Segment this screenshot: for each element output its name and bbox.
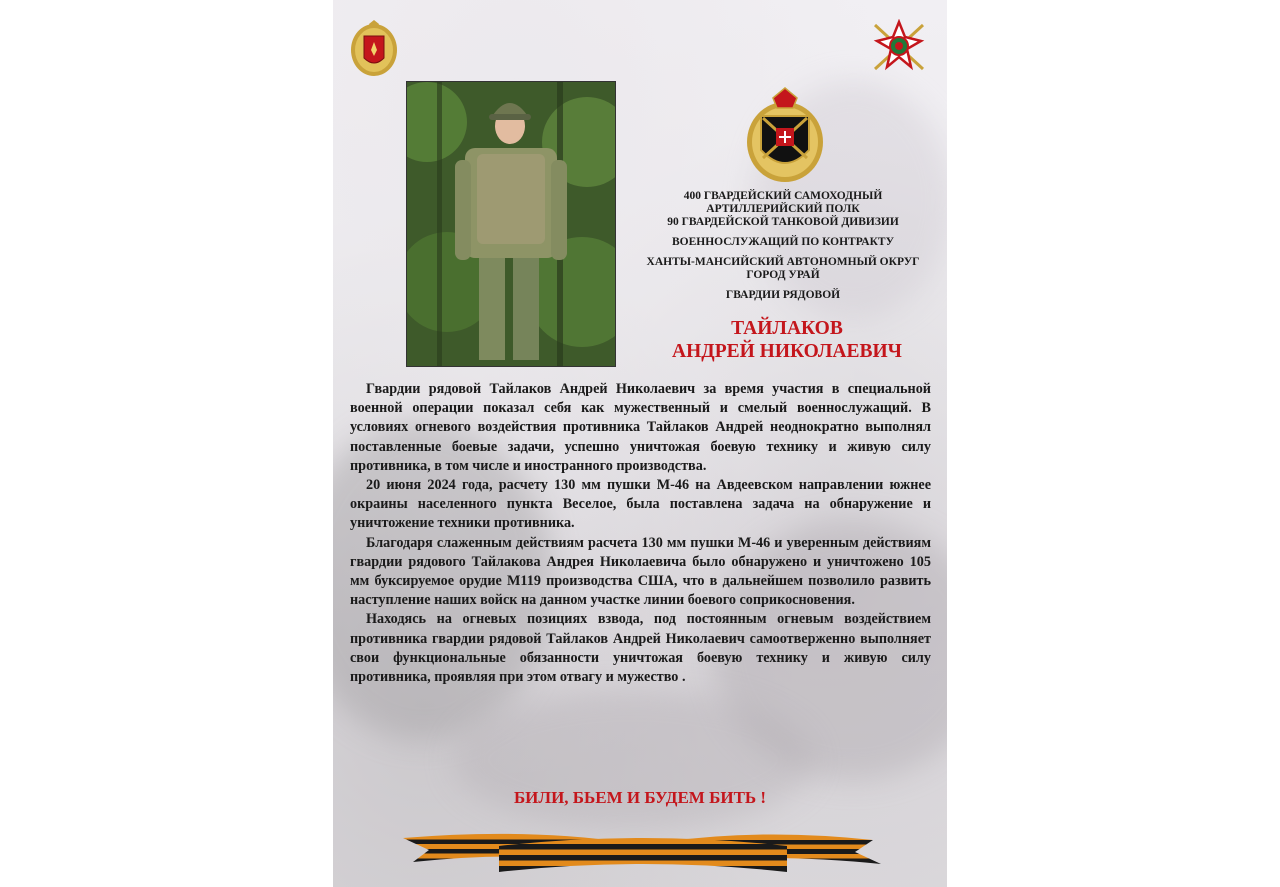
unit-line-1: 400 ГВАРДЕЙСКИЙ САМОХОДНЫЙ xyxy=(683,190,883,202)
unit-info xyxy=(623,190,943,302)
paragraph: Находясь на огневых позициях взвода, под постоянным огневым воздействием противника гвардии рядовой Тайлаков Андрей Николаевич самоотверженно выполняет свои функциональные обязанности уничтожая боевую технику и живую силу противника, проявляя при этом отвагу и мужество . xyxy=(350,611,931,686)
region-line-1: ХАНТЫ-МАНСИЙСКИЙ АВТОНОМНЫЙ ОКРУГ xyxy=(646,256,920,268)
background-haze xyxy=(453,690,813,830)
surname: ТАЙЛАКОВ xyxy=(731,318,843,339)
paragraph: 20 июня 2024 года, расчету 130 мм пушки М-46 на Авдеевском направлении южнее окраины населенного пункта Веселое, была поставлена задача на обнаружение и уничтожение техники противника. xyxy=(350,477,931,532)
soldier-photo xyxy=(406,81,616,367)
soldier-name xyxy=(623,317,947,363)
soldier-figure xyxy=(407,82,615,366)
st-george-ribbon-icon xyxy=(403,824,883,880)
region-line-2: ГОРОД УРАЙ xyxy=(746,269,820,281)
service-type: ВОЕННОСЛУЖАЩИЙ ПО КОНТРАКТУ xyxy=(671,236,895,248)
paragraph: Гвардии рядовой Тайлаков Андрей Николаевич за время участия в специальной военной операции показал себя как мужественный и смелый военнослужащий. В условиях огневого воздействия противника Тайлаков Андрей неоднократно выполнял поставленные боевые задачи, успешно уничтожая боевую технику и живую силу противника, в том числе и иностранного производства. xyxy=(350,381,931,474)
given-name: АНДРЕЙ НИКОЛАЕВИЧ xyxy=(672,341,902,362)
rocket-artillery-emblem-icon xyxy=(871,19,927,75)
unit-line-3: 90 ГВАРДЕЙСКОЙ ТАНКОВОЙ ДИВИЗИИ xyxy=(667,216,899,228)
unit-line-2: АРТИЛЛЕРИЙСКИЙ ПОЛК xyxy=(706,203,860,215)
regiment-emblem-icon xyxy=(743,84,827,184)
paragraph: Благодаря слаженным действиям расчета 130 мм пушки М-46 и уверенным действиям гвардии рядового Тайлакова Андрея Николаевича было обнаружено и уничтожено 105 мм буксируемое орудие М119 производства США, что в дальнейшем позволило развить наступление наших войск на данном участке линии боевого соприкосновения. xyxy=(350,534,931,609)
division-emblem-icon xyxy=(349,18,399,78)
slogan: БИЛИ, БЬЕМ И БУДЕМ БИТЬ ! xyxy=(513,788,767,807)
award-sheet xyxy=(333,0,947,887)
rank: ГВАРДИИ РЯДОВОЙ xyxy=(725,289,841,301)
citation-text xyxy=(350,380,931,687)
